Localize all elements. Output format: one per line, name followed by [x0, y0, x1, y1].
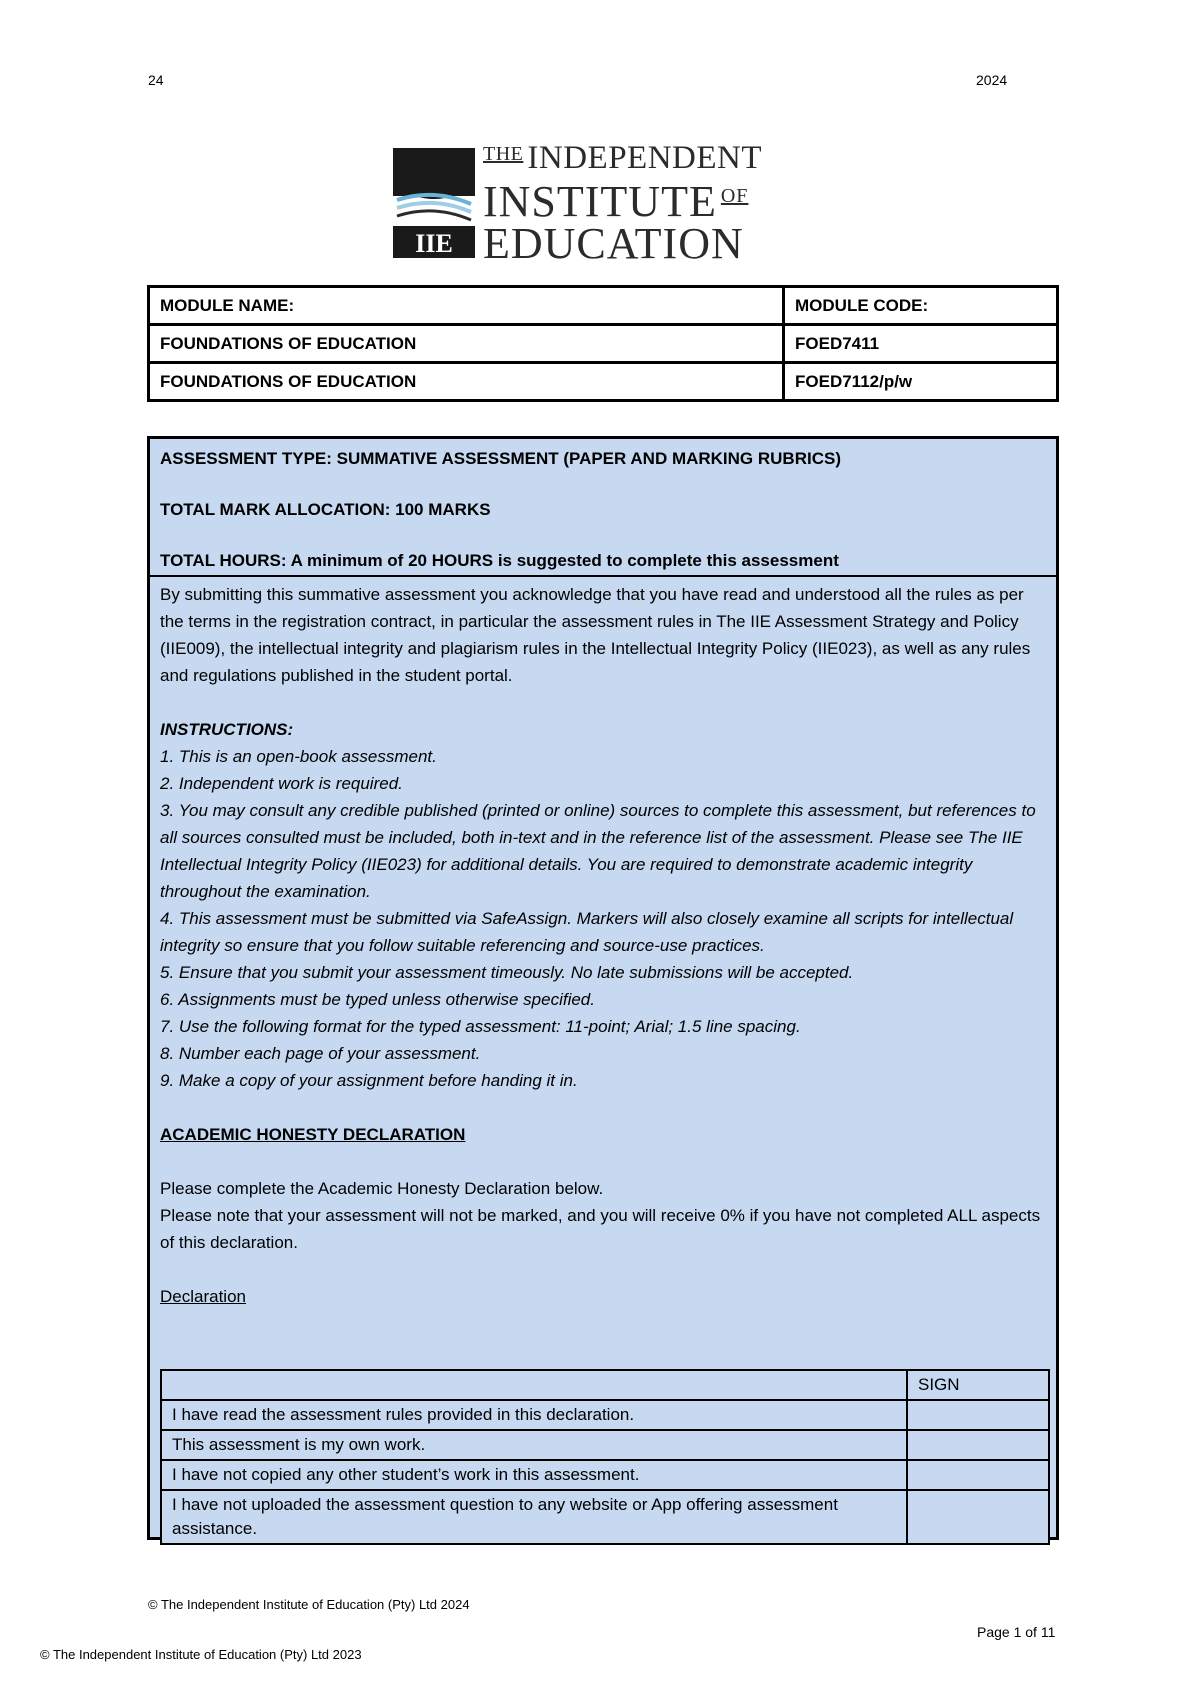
assessment-summary: [150, 439, 1056, 577]
assessment-type: ASSESSMENT TYPE: SUMMATIVE ASSESSMENT (PAPER AND MARKING RUBRICS): [160, 449, 841, 468]
logo-the: THE: [483, 143, 524, 165]
assessment-info-box: [147, 436, 1059, 1540]
module-code-cell: FOED7112/p/w: [784, 363, 1058, 401]
footer-copyright-2024: © The Independent Institute of Education (Pty) Ltd 2024: [148, 1597, 470, 1612]
module-name-cell: FOUNDATIONS OF EDUCATION: [149, 363, 784, 401]
header-left-text: 24: [148, 72, 164, 88]
logo-mark-text: IIE: [415, 229, 453, 258]
module-info-table: [147, 285, 1059, 402]
sign-header: SIGN: [907, 1370, 1049, 1400]
instruction-item: 4. This assessment must be submitted via SafeAssign. Markers will also closely examine all scripts for intellectual integrity so ensure that you follow suitable referencing and source-use practices.: [160, 909, 1014, 955]
declaration-header-row: [161, 1370, 1049, 1400]
declaration-statement: I have read the assessment rules provided in this declaration.: [161, 1400, 907, 1430]
instruction-item: 6. Assignments must be typed unless otherwise specified.: [160, 990, 595, 1009]
module-name-cell: FOUNDATIONS OF EDUCATION: [149, 325, 784, 363]
page-number: Page 1 of 11: [977, 1624, 1056, 1640]
instruction-item: 3. You may consult any credible published (printed or online) sources to complete this assessment, but references to all sources consulted must be included, both in-text and in the reference list of the assessment. Please see The IIE Intellectual Integrity Policy (IIE023) for additional details. You are required to demonstrate academic integrity throughout the examination.: [160, 801, 1036, 901]
module-table-row: [149, 287, 1058, 325]
declaration-title: Declaration: [160, 1287, 246, 1306]
honesty-declaration-title: ACADEMIC HONESTY DECLARATION: [160, 1125, 466, 1144]
honesty-instruction: Please complete the Academic Honesty Declaration below.: [160, 1179, 604, 1198]
header-right-text: 2024: [976, 72, 1008, 88]
instruction-item: 7. Use the following format for the typed assessment: 11-point; Arial; 1.5 line spacing.: [160, 1017, 801, 1036]
sign-cell[interactable]: [907, 1490, 1049, 1544]
instructions-title: INSTRUCTIONS:: [160, 720, 294, 739]
sign-cell[interactable]: [907, 1460, 1049, 1490]
module-name-header: MODULE NAME:: [149, 287, 784, 325]
declaration-statement-header: [161, 1370, 907, 1400]
declaration-row: [161, 1430, 1049, 1460]
honesty-warning: Please note that your assessment will not be marked, and you will receive 0% if you have not completed ALL aspects of this declaration.: [160, 1206, 1041, 1252]
module-table-row: [149, 363, 1058, 401]
assessment-body: [150, 577, 1056, 1310]
instruction-item: 5. Ensure that you submit your assessment timeously. No late submissions will be accepted.: [160, 963, 854, 982]
declaration-statement: I have not copied any other student’s work in this assessment.: [161, 1460, 907, 1490]
logo-line3: EDUCATION: [483, 219, 744, 268]
logo-line2: INSTITUTE: [483, 177, 717, 226]
instruction-item: 2. Independent work is required.: [160, 774, 403, 793]
declaration-statement: This assessment is my own work.: [161, 1430, 907, 1460]
instruction-item: 8. Number each page of your assessment.: [160, 1044, 481, 1063]
iie-logo: [393, 140, 813, 268]
logo-line1: INDEPENDENT: [527, 140, 763, 176]
acknowledgement-text: By submitting this summative assessment you acknowledge that you have read and understood all the rules as per the terms in the registration contract, in particular the assessment rules in The IIE Assessment Strategy and Policy (IIE009), the intellectual integrity and plagiarism rules in the Intellectual Integrity Policy (IIE023), as well as any rules and regulations published in the student portal.: [160, 585, 1031, 685]
sign-cell[interactable]: [907, 1400, 1049, 1430]
total-hours: TOTAL HOURS: A minimum of 20 HOURS is suggested to complete this assessment: [160, 551, 839, 570]
declaration-statement: I have not uploaded the assessment question to any website or App offering assessment assistance.: [161, 1490, 907, 1544]
module-code-cell: FOED7411: [784, 325, 1058, 363]
declaration-row: [161, 1490, 1049, 1544]
footer-copyright-2023: © The Independent Institute of Education (Pty) Ltd 2023: [40, 1647, 362, 1662]
declaration-row: [161, 1460, 1049, 1490]
module-table-row: [149, 325, 1058, 363]
instruction-item: 1. This is an open-book assessment.: [160, 747, 437, 766]
instruction-item: 9. Make a copy of your assignment before handing it in.: [160, 1071, 578, 1090]
declaration-row: [161, 1400, 1049, 1430]
book-emblem-icon: [393, 140, 475, 258]
sign-cell[interactable]: [907, 1430, 1049, 1460]
logo-of: OF: [720, 185, 749, 207]
declaration-table: [160, 1369, 1050, 1545]
module-code-header: MODULE CODE:: [784, 287, 1058, 325]
total-mark-allocation: TOTAL MARK ALLOCATION: 100 MARKS: [160, 500, 491, 519]
